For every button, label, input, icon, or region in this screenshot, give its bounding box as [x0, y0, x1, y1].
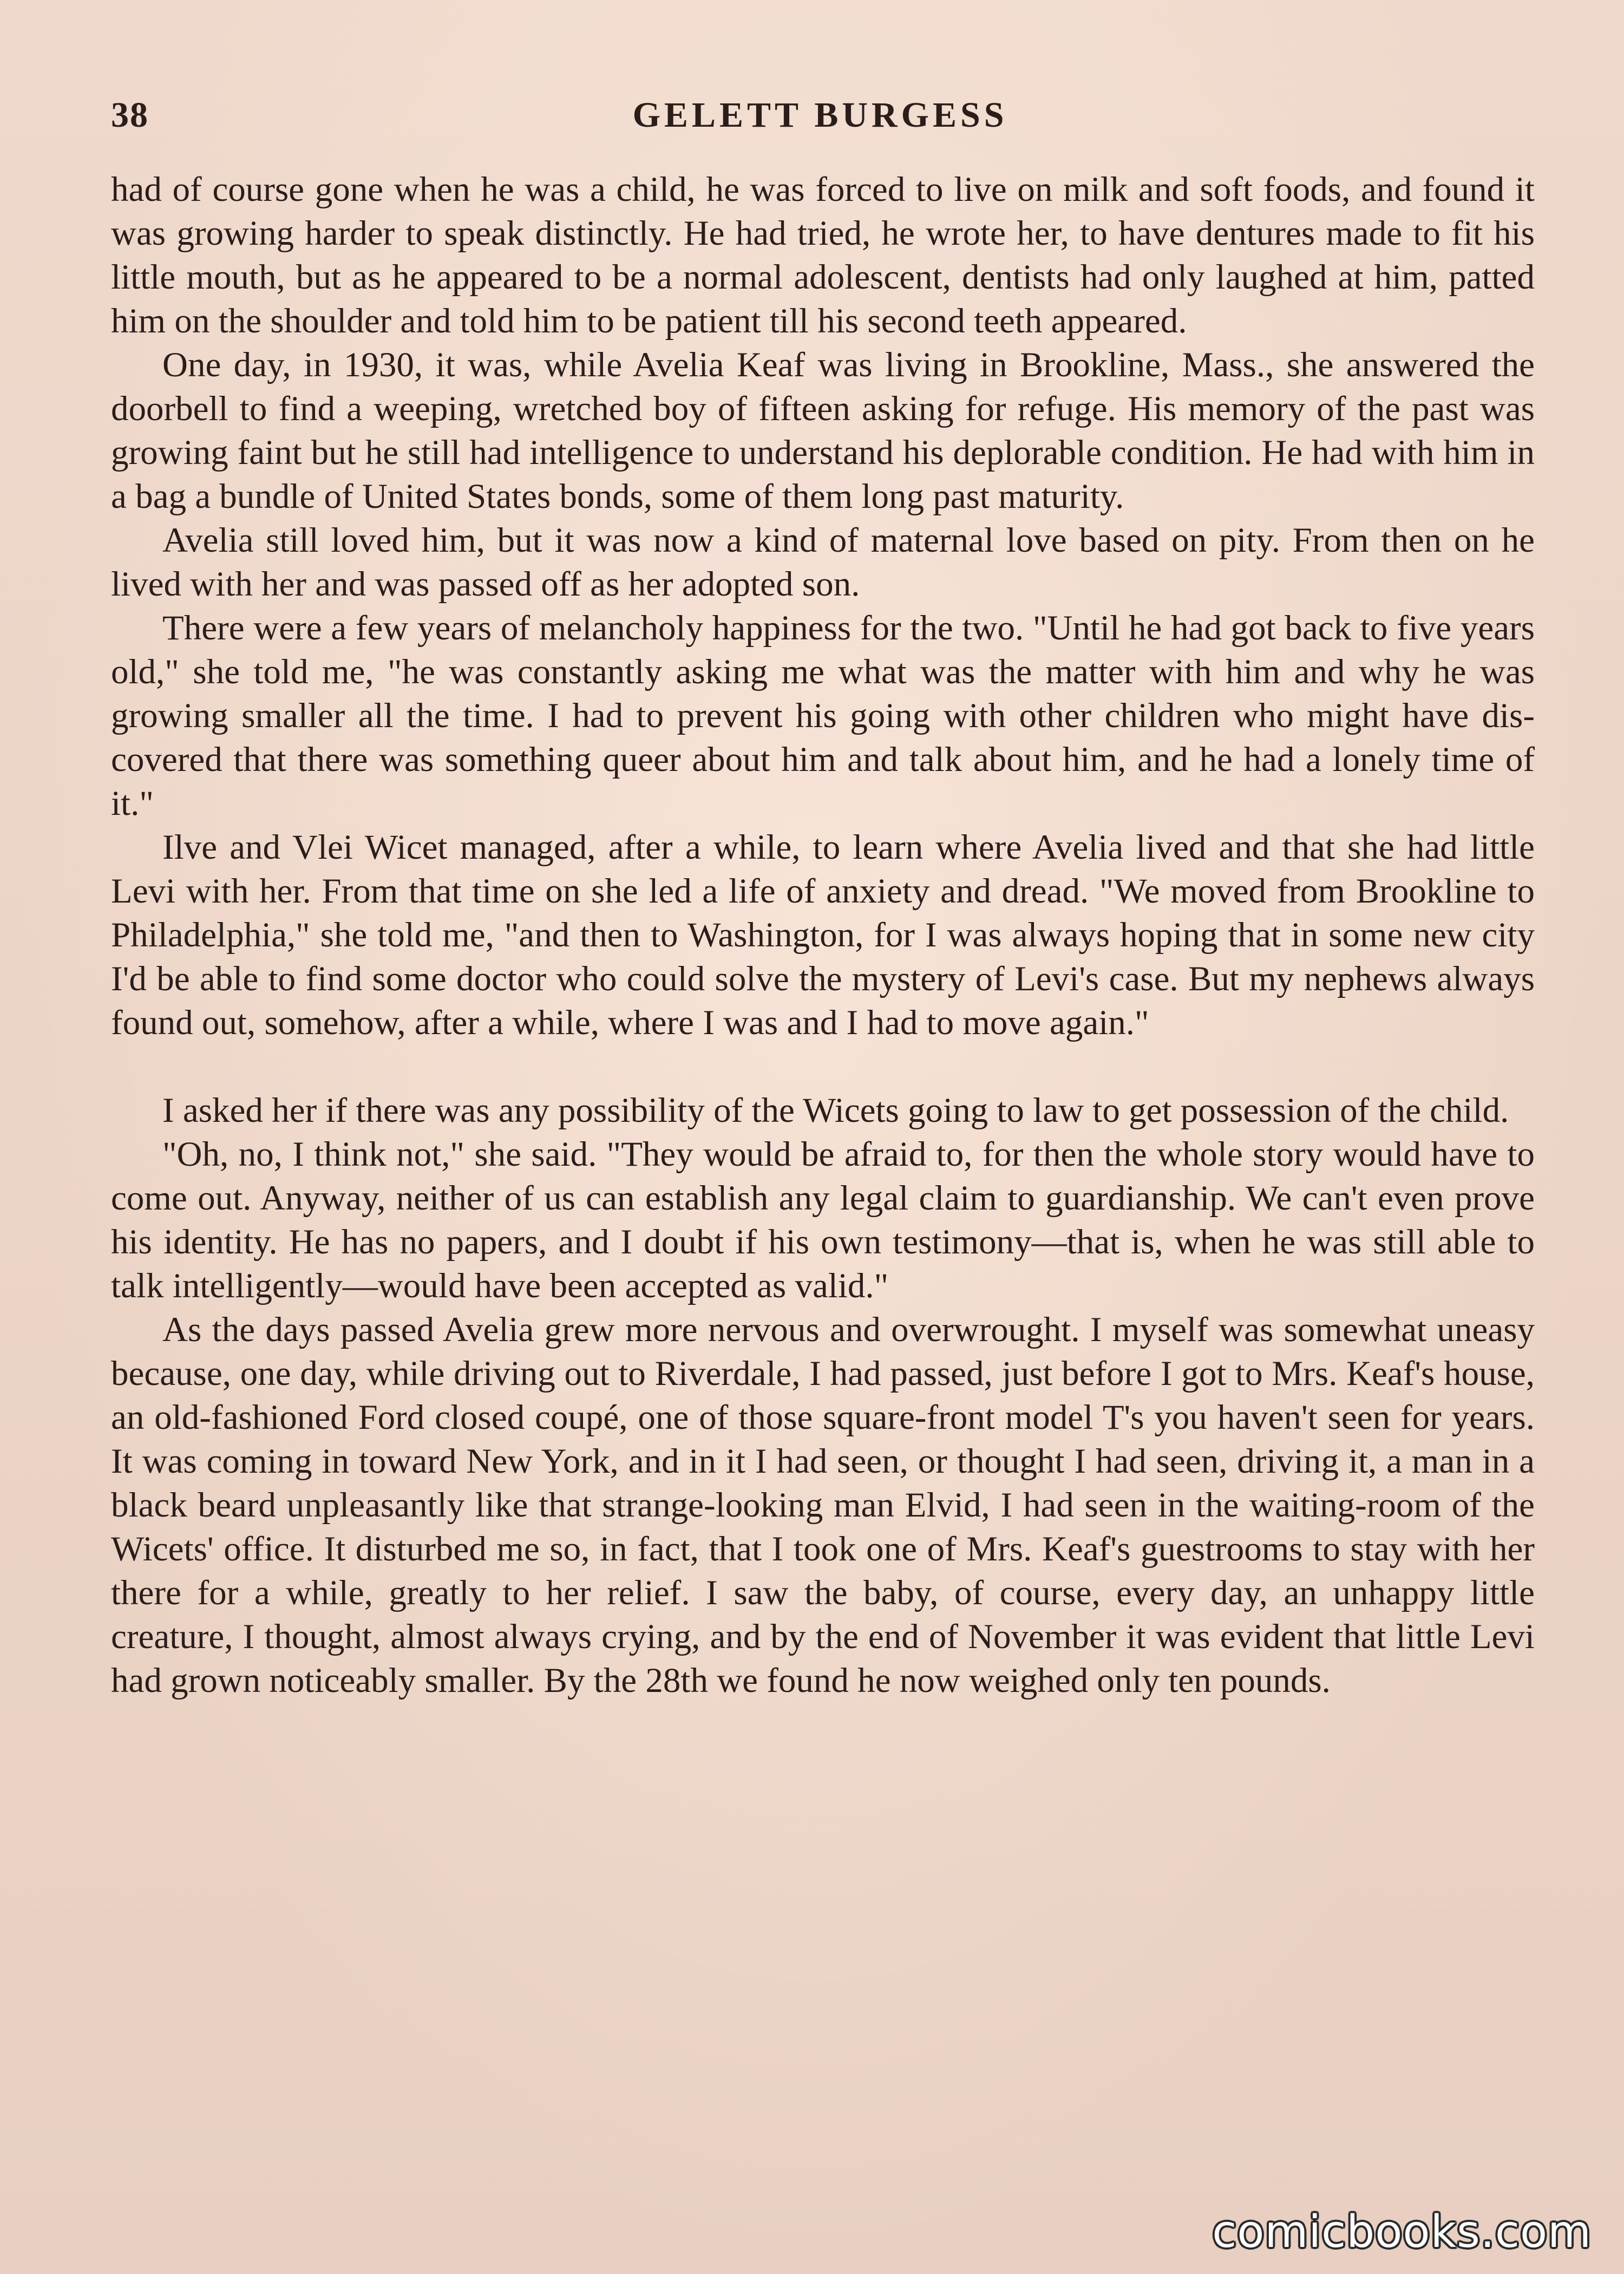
page-number: 38 — [111, 95, 149, 135]
paragraph: Ilve and Vlei Wicet managed, after a while, to learn where Avelia lived and that she had little Levi with her. From that time on she led a life of anxiety and dread. "We moved from Brookline to Philadelphia," she told me, "and then to Washington, for I was always hoping that in some new city I'd be able to find some doctor who could solve the mystery of Levi's case. But my nephews always found out, somehow, after a while, where I was and I had to move again." — [111, 828, 1535, 1042]
paragraph: Avelia still loved him, but it was now a kind of maternal love based on pity. From then on he lived with her and was passed off as her adopted son. — [111, 521, 1535, 604]
paragraph: I asked her if there was any possibility of the Wicets going to law to get possession of the child. — [162, 1091, 1509, 1130]
paragraph: had of course gone when he was a child, he was forced to live on milk and soft foods, and found it was growing harder to speak distinctly. He had tried, he wrote her, to have dentures made to fit his little mouth, but as he appeared to be a normal adolescent, dentists had only laughed at him, patted him on the shoulder and told him to be patient till his second teeth appeared. — [111, 170, 1535, 341]
page-header — [111, 95, 1529, 143]
paragraph: One day, in 1930, it was, while Avelia Keaf was living in Brookline, Mass., she answered the doorbell to find a weeping, wretched boy of fifteen asking for refuge. His memory of the past was growing faint but he still had intelligence to understand his deplorable condition. He had with him in a bag a bundle of United States bonds, some of them long past maturity. — [111, 345, 1535, 516]
paragraph: There were a few years of melancholy happiness for the two. "Until he had got back to five years old," she told me, "he was constantly asking me what was the matter with him and why he was growing smaller all the time. I had to prevent his going with other children who might have discovered that there was something queer about him and talk about him, and he had a lonely time of it." — [111, 609, 1535, 823]
paragraph: As the days passed Avelia grew more nervous and overwrought. I myself was somewhat uneasy because, one day, while driving out to Riverdale, I had passed, just before I got to Mrs. Keaf's house, an old-fashioned Ford closed coupé, one of those square-front model T's you haven't seen for years. It was coming in toward New York, and in it I had seen, or thought I had seen, driving it, a man in a black beard unpleasantly like that strange-looking man Elvid, I had seen in the waiting-room of the Wicets' office. It disturbed me so, in fact, that I took one of Mrs. Keaf's guestrooms to stay with her there for a while, greatly to her relief. I saw the baby, of course, every day, an unhappy little creature, I thought, almost always crying, and by the end of November it was evident that little Levi had grown noticeably smaller. By the 28th we found he now weighed only ten pounds. — [111, 1310, 1535, 1700]
paragraph: "Oh, no, I think not," she said. "They would be afraid to, for then the whole story would have to come out. Anyway, neither of us can establish any legal claim to guardianship. We can't even prove his identity. He has no papers, and I doubt if his own testimony—that is, when he was still able to talk intelligently—would have been accepted as valid." — [111, 1135, 1535, 1305]
running-head: GELETT BURGESS — [632, 95, 1008, 135]
watermark: comicbooks.com — [1212, 2206, 1592, 2258]
body-text — [111, 168, 1535, 1703]
